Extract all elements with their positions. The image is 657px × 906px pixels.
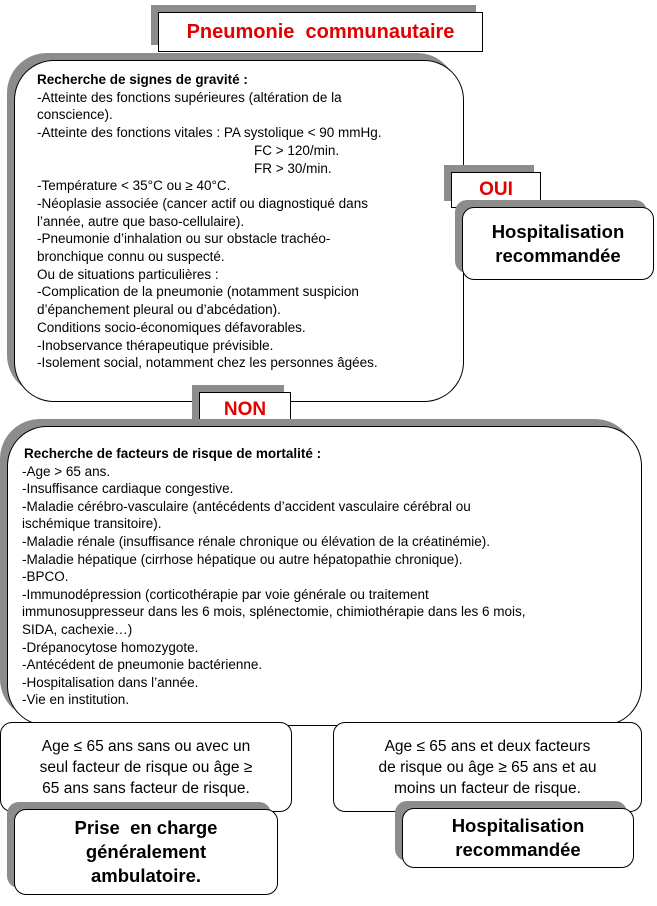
hospitalisation-bottom-line: recommandée <box>455 839 581 860</box>
low-risk-criteria-line: seul facteur de risque ou âge ≥ <box>39 758 253 776</box>
gravity-line: -Complication de la pneumonie (notamment suspicion <box>37 284 359 300</box>
risk-line: -Immunodépression (corticothérapie par voie générale ou traitement <box>22 586 429 602</box>
gravity-line: -Atteinte des fonctions vitales : PA systolique < 90 mmHg. <box>37 125 382 141</box>
hospitalisation-bottom-box <box>402 808 634 868</box>
gravity-line: -Isolement social, notamment chez les personnes âgées. <box>37 355 378 371</box>
gravity-line: -Température < 35°C ou ≥ 40°C. <box>37 178 231 194</box>
risk-line: -BPCO. <box>22 569 69 585</box>
gravity-line: -Atteinte des fonctions supérieures (altération de la <box>37 89 342 105</box>
gravity-line: bronchique connu ou suspecté. <box>37 249 225 265</box>
high-risk-criteria-line: moins un facteur de risque. <box>394 779 581 797</box>
hospitalisation-top-box <box>462 207 654 280</box>
gravity-line: Ou de situations particulières : <box>37 266 219 282</box>
risk-line: -Maladie hépatique (cirrhose hépatique ou autre hépatopathie chronique). <box>22 551 463 567</box>
gravity-line: -Inobservance thérapeutique prévisible. <box>37 337 274 353</box>
risk-line: -Antécédent de pneumonie bactérienne. <box>22 657 263 673</box>
risk-factors-box <box>7 426 642 726</box>
gravity-line: conscience). <box>37 107 113 123</box>
risk-line: -Age > 65 ans. <box>22 463 111 479</box>
low-risk-criteria-line: Age ≤ 65 ans sans ou avec un <box>41 737 251 755</box>
high-risk-criteria-line: de risque ou âge ≥ 65 ans et au <box>378 758 597 776</box>
hospitalisation-top-line: Hospitalisation <box>491 220 625 242</box>
risk-line: SIDA, cachexie…) <box>22 621 133 637</box>
ambulatory-line: ambulatoire. <box>91 865 201 886</box>
hospitalisation-top-line: recommandée <box>495 244 621 266</box>
risk-line: -Insuffisance cardiaque congestive. <box>22 481 234 497</box>
hospitalisation-bottom-line: Hospitalisation <box>451 815 585 836</box>
gravity-line: Conditions socio-économiques défavorables. <box>37 319 306 335</box>
risk-line: -Vie en institution. <box>22 692 130 708</box>
gravity-line: -Néoplasie associée (cancer actif ou diagnostiqué dans <box>37 195 368 211</box>
risk-line: -Maladie rénale (insuffisance rénale chronique ou élévation de la créatinémie). <box>22 533 491 549</box>
ambulatory-line: Prise en charge <box>74 817 218 838</box>
oui-label: OUI <box>479 179 513 200</box>
gravity-line: d’épanchement pleural ou d’abcédation). <box>37 302 281 318</box>
risk-line: -Hospitalisation dans l’année. <box>22 674 199 690</box>
risk-line: ischémique transitoire). <box>22 516 162 532</box>
risk-line: -Maladie cérébro-vasculaire (antécédents d’accident vasculaire cérébral ou <box>22 498 471 514</box>
gravity-line: -Pneumonie d’inhalation ou sur obstacle trachéo- <box>37 231 331 247</box>
non-label: NON <box>223 398 267 420</box>
oui-label-box <box>451 172 541 208</box>
risk-line: -Drépanocytose homozygote. <box>22 639 199 655</box>
risk-line: immunosuppresseur dans les 6 mois, splénectomie, chimiothérapie dans les 6 mois, <box>22 604 526 620</box>
title-box <box>158 12 483 52</box>
gravity-line: FC > 120/min. <box>254 142 340 158</box>
low-risk-criteria-line: 65 ans sans facteur de risque. <box>42 779 250 797</box>
gravity-heading: Recherche de signes de gravité : <box>37 72 248 87</box>
high-risk-criteria-line: Age ≤ 65 ans et deux facteurs <box>384 737 591 755</box>
low-risk-criteria-box <box>0 722 292 812</box>
ambulatory-care-box <box>14 809 278 895</box>
gravity-criteria-box <box>14 60 464 402</box>
non-label-box <box>199 392 291 427</box>
gravity-line: l’année, autre que baso-cellulaire). <box>37 213 245 229</box>
title: Pneumonie communautaire <box>186 20 455 43</box>
risk-heading: Recherche de facteurs de risque de mortalité : <box>24 446 322 461</box>
gravity-line: FR > 30/min. <box>254 160 332 176</box>
ambulatory-line: généralement <box>85 841 207 862</box>
high-risk-criteria-box <box>333 722 642 812</box>
